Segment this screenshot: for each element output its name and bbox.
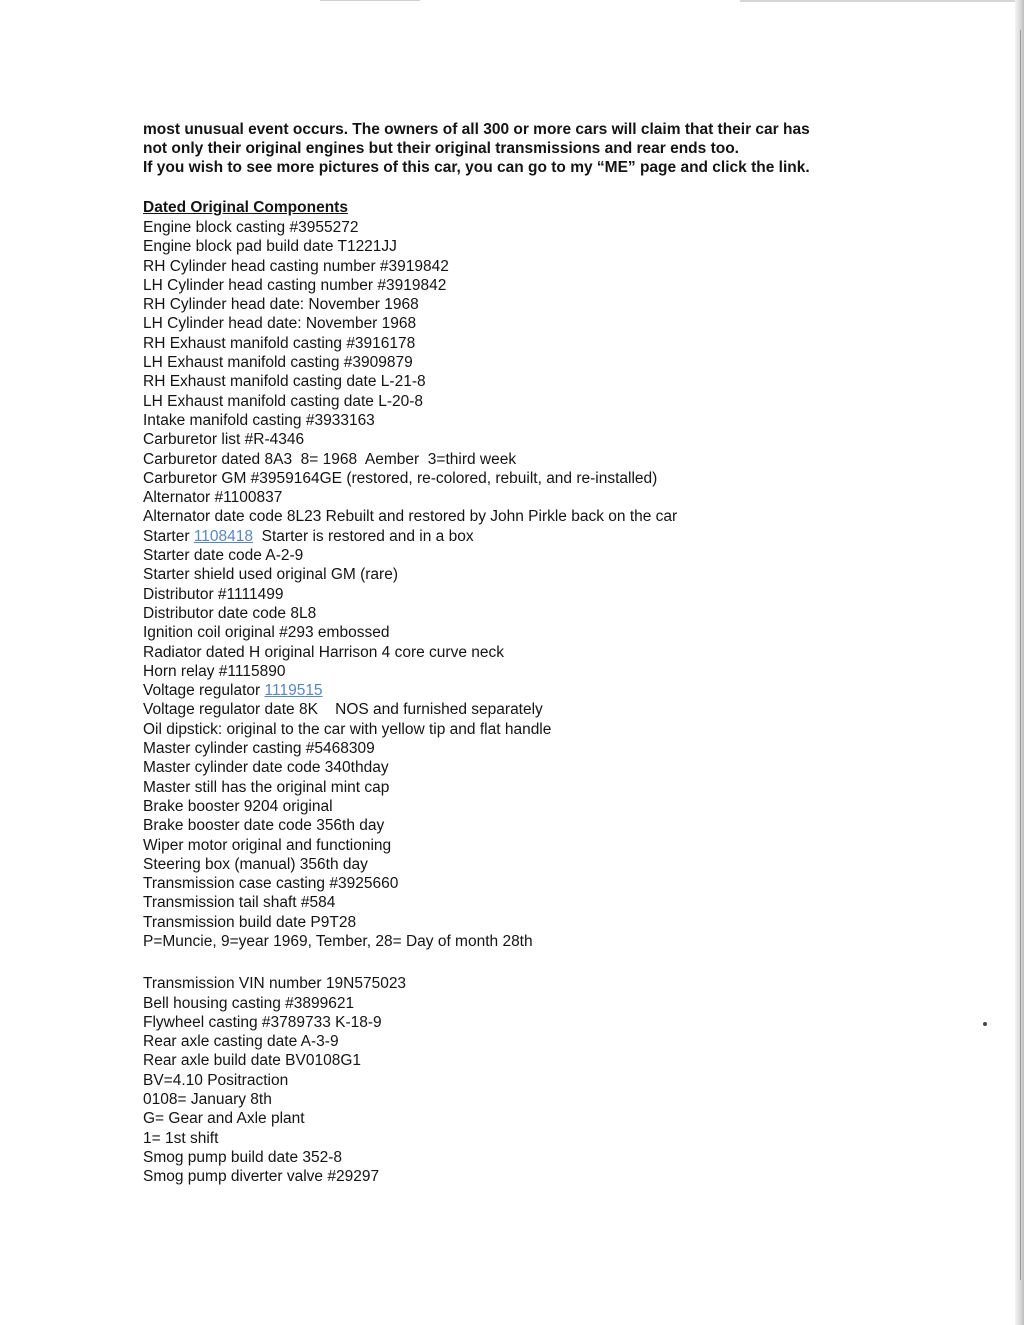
component-item: Carburetor list #R-4346 xyxy=(143,431,305,449)
scan-speck xyxy=(983,1022,987,1026)
component-item: G= Gear and Axle plant xyxy=(143,1110,305,1128)
component-item: Alternator #1100837 xyxy=(143,489,283,507)
component-item: Carburetor GM #3959164GE (restored, re-colored, rebuilt, and re-installed) xyxy=(143,469,658,487)
component-item: Intake manifold casting #3933163 xyxy=(143,411,375,429)
component-item: P=Muncie, 9=year 1969, Tember, 28= Day of month 28th xyxy=(143,932,533,950)
component-item: Alternator date code 8L23 Rebuilt and restored by John Pirkle back on the car xyxy=(143,508,678,526)
component-item: 1= 1st shift xyxy=(143,1129,219,1147)
component-item: 0108= January 8th xyxy=(143,1091,272,1109)
component-item: LH Cylinder head casting number #3919842 xyxy=(143,276,447,294)
components-list xyxy=(143,218,963,1187)
component-item: Steering box (manual) 356th day xyxy=(143,855,368,873)
component-item: LH Exhaust manifold casting date L-20-8 xyxy=(143,392,424,410)
intro-line: If you wish to see more pictures of this car, you can go to my “ME” page and click the link. xyxy=(143,159,810,176)
component-item: Horn relay #1115890 xyxy=(143,662,286,680)
component-item: RH Exhaust manifold casting date L-21-8 xyxy=(143,373,426,391)
component-item: Master cylinder casting #5468309 xyxy=(143,740,375,758)
component-item: Starter shield used original GM (rare) xyxy=(143,566,398,584)
component-item: RH Cylinder head casting number #3919842 xyxy=(143,257,449,275)
scan-artifact-top xyxy=(320,0,420,1)
component-item: Brake booster 9204 original xyxy=(143,797,333,815)
component-item: Distributor date code 8L8 xyxy=(143,604,317,622)
section-heading: Dated Original Components xyxy=(143,199,348,216)
component-item xyxy=(143,681,963,700)
component-item: Voltage regulator date 8K NOS and furnished separately xyxy=(143,701,543,719)
scan-edge xyxy=(1015,0,1024,1325)
component-item: Carburetor dated 8A3 8= 1968 Aember 3=third week xyxy=(143,450,517,468)
component-item: Transmission build date P9T28 xyxy=(143,913,357,931)
component-item: Smog pump diverter valve #29297 xyxy=(143,1168,380,1186)
component-item: Transmission VIN number 19N575023 xyxy=(143,975,407,993)
component-label: Voltage regulator xyxy=(143,682,265,700)
component-item: LH Cylinder head date: November 1968 xyxy=(143,315,417,333)
part-number-link[interactable]: 1108418 xyxy=(193,527,254,545)
component-item: Master cylinder date code 340thday xyxy=(143,759,389,777)
component-item: Ignition coil original #293 embossed xyxy=(143,624,390,642)
component-item: RH Cylinder head date: November 1968 xyxy=(143,296,419,314)
component-item: Transmission tail shaft #584 xyxy=(143,894,336,912)
component-item xyxy=(143,527,963,546)
component-item: Distributor #1111499 xyxy=(143,585,284,603)
component-item: Oil dipstick: original to the car with yellow tip and flat handle xyxy=(143,720,552,738)
component-label: Starter xyxy=(143,527,194,545)
component-item: Master still has the original mint cap xyxy=(143,778,390,796)
component-note: Starter is restored and in a box xyxy=(253,527,474,545)
intro-line: not only their original engines but their original transmissions and rear ends too. xyxy=(143,140,739,157)
component-item: Brake booster date code 356th day xyxy=(143,817,385,835)
component-item: RH Exhaust manifold casting #3916178 xyxy=(143,334,416,352)
component-item: Engine block casting #3955272 xyxy=(143,219,359,236)
component-item: Bell housing casting #3899621 xyxy=(143,994,355,1012)
component-item: Rear axle casting date A-3-9 xyxy=(143,1033,339,1051)
component-item: Smog pump build date 352-8 xyxy=(143,1148,343,1166)
component-item: Wiper motor original and functioning xyxy=(143,836,392,854)
component-item: Engine block pad build date T1221JJ xyxy=(143,238,397,256)
scan-artifact-top-right xyxy=(740,0,1020,2)
component-item: Radiator dated H original Harrison 4 core curve neck xyxy=(143,643,504,661)
intro-paragraph xyxy=(143,120,963,177)
document-page xyxy=(143,120,963,1187)
component-item: Transmission case casting #3925660 xyxy=(143,875,399,893)
component-item: Rear axle build date BV0108G1 xyxy=(143,1052,362,1070)
component-item: Flywheel casting #3789733 K-18-9 xyxy=(143,1013,382,1031)
part-number-link[interactable]: 1119515 xyxy=(264,682,323,700)
component-item: LH Exhaust manifold casting #3909879 xyxy=(143,354,413,372)
intro-line: most unusual event occurs. The owners of all 300 or more cars will claim that their car has xyxy=(143,121,810,138)
component-item: BV=4.10 Positraction xyxy=(143,1071,289,1089)
component-item: Starter date code A-2-9 xyxy=(143,547,304,565)
